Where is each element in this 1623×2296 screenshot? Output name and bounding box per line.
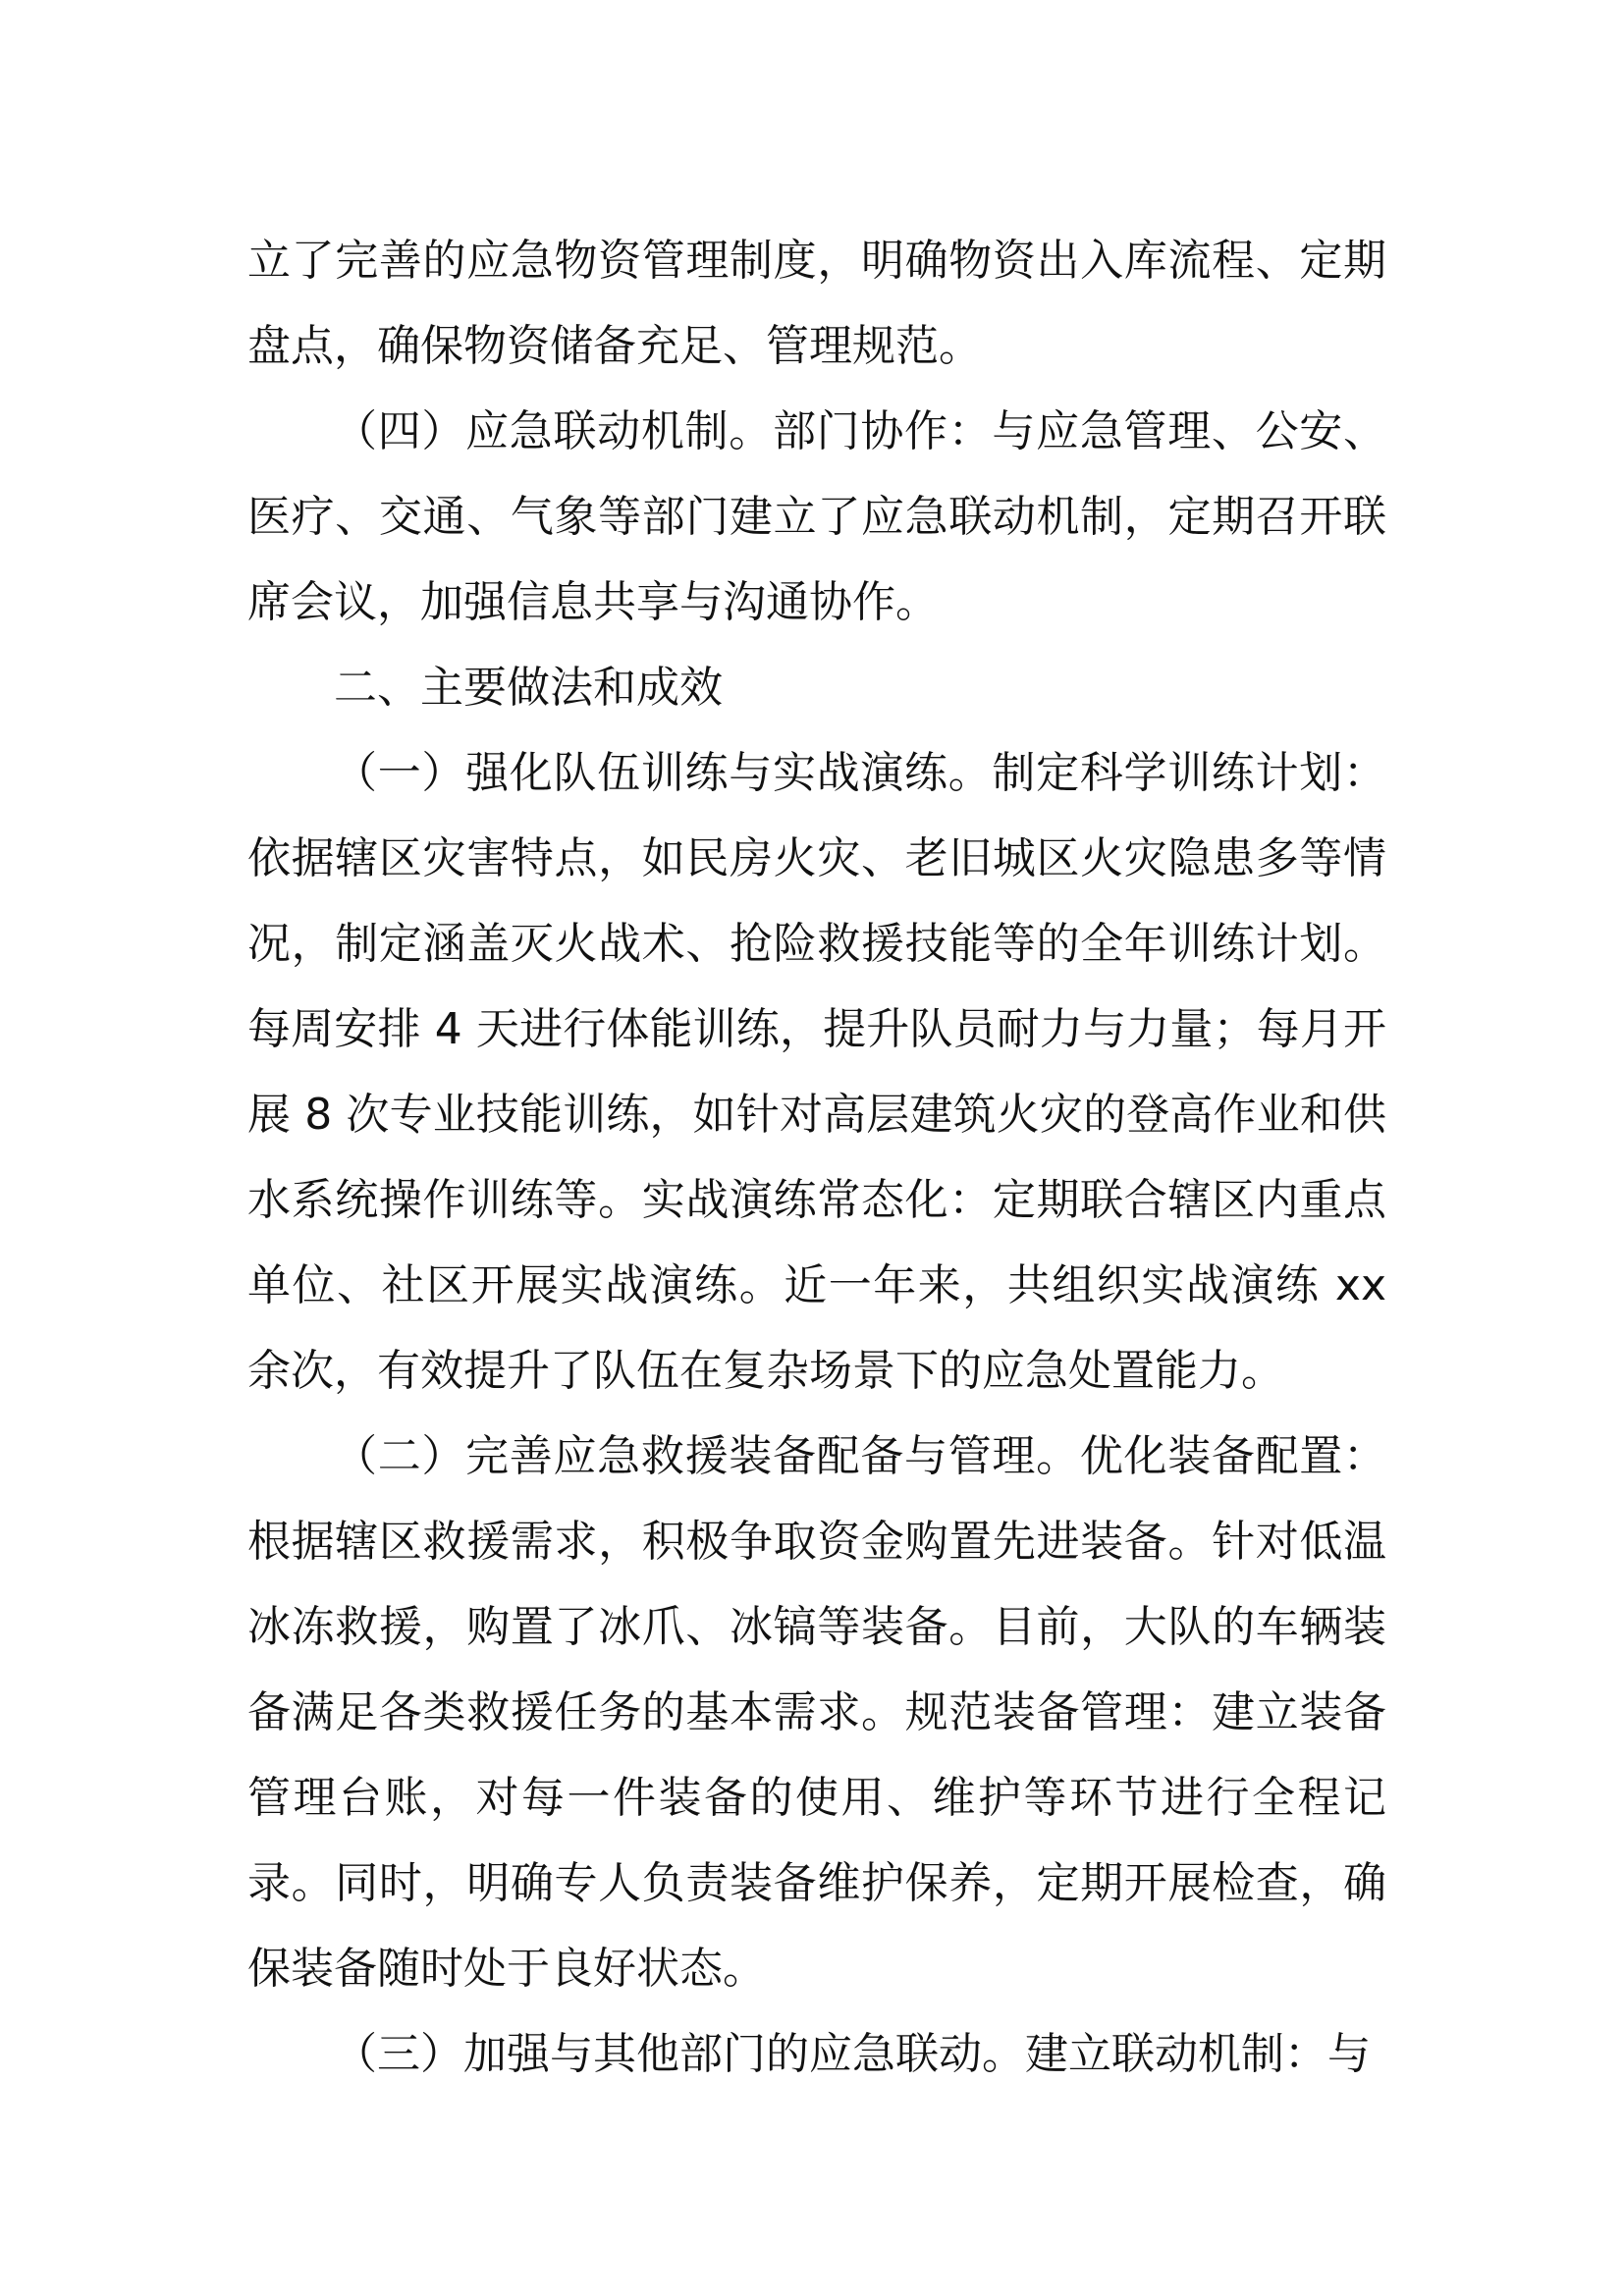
- document-body: [247, 218, 1386, 2097]
- paragraph-emergency-linkage: （四）应急联动机制。部门协作：与应急管理、公安、医疗、交通、气象等部门建立了应急联动机制，定期召开联席会议，加强信息共享与沟通协作。: [247, 406, 1386, 627]
- paragraph-equipment-management: （二）完善应急救援装备配备与管理。优化装备配置：根据辖区救援需求，积极争取资金购置先进装备。针对低温冰冻救援，购置了冰爪、冰镐等装备。目前，大队的车辆装备满足各类救援任务的基本需求。规范装备管理：建立装备管理台账，对每一件装备的使用、维护等环节进行全程记录。同时，明确专人负责装备维护保养，定期开展检查，确保装备随时处于良好状态。: [247, 1431, 1386, 1994]
- paragraph-team-training: （一）强化队伍训练与实战演练。制定科学训练计划：依据辖区灾害特点，如民房火灾、老旧城区火灾隐患多等情况，制定涵盖灭火战术、抢险救援技能等的全年训练计划。每周安排 4 天进行体能训练，提升队员耐力与力量；每月开展 8 次专业技能训练，如针对高层建筑火灾的登高作业和供水系统操作训练等。实战演练常态化：定期联合辖区内重点单位、社区开展实战演练。近一年来，共组织实战演练 xx 余次，有效提升了队伍在复杂场景下的应急处置能力。: [247, 748, 1386, 1396]
- section-heading-main-practices: 二、主要做法和成效: [334, 663, 723, 713]
- paragraph-materials-management: 立了完善的应急物资管理制度，明确物资出入库流程、定期盘点，确保物资储备充足、管理规范。: [247, 236, 1386, 371]
- paragraph-interdepartment-linkage: （三）加强与其他部门的应急联动。建立联动机制：与: [334, 2029, 1371, 2079]
